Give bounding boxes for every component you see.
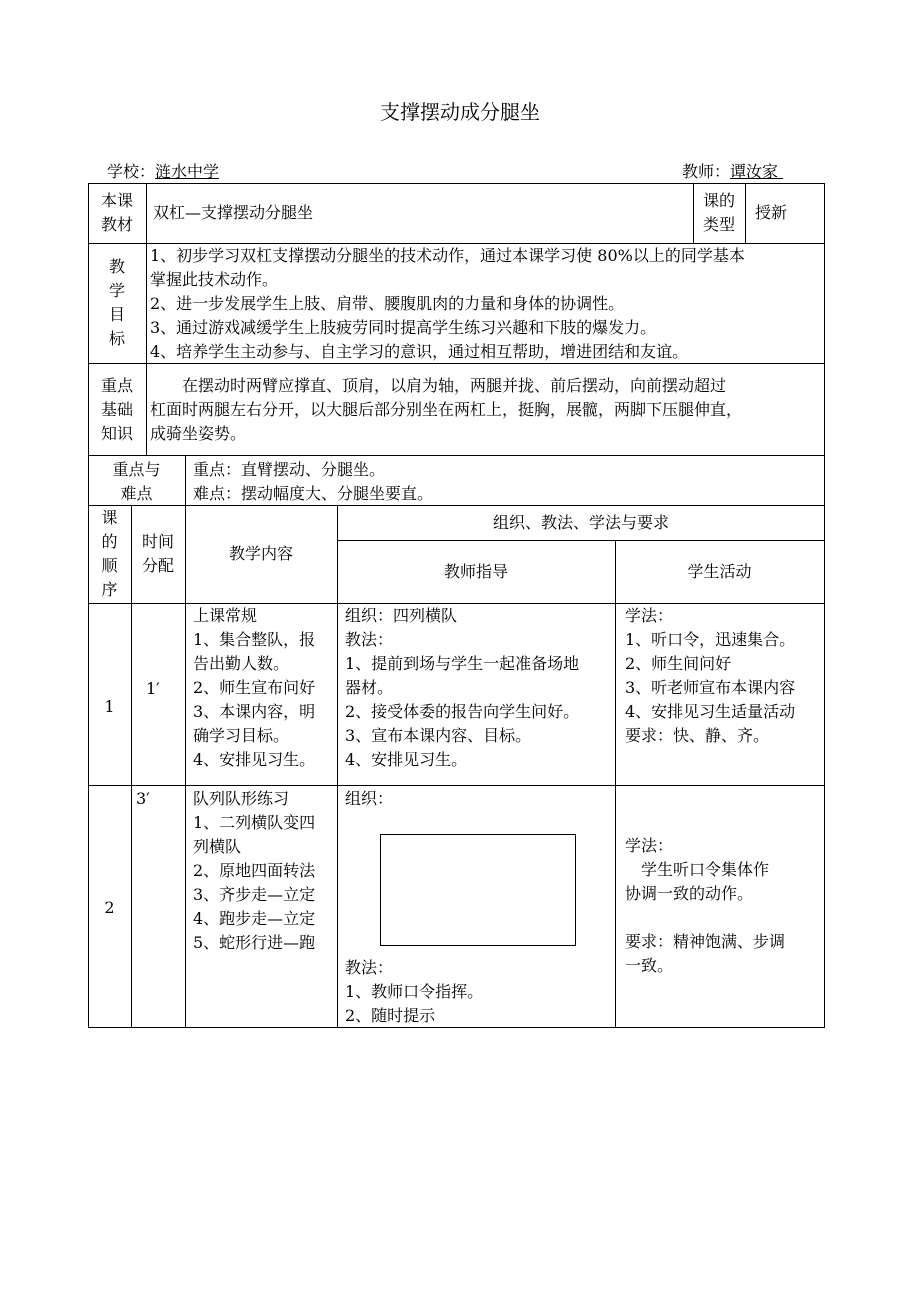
material-label (88, 189, 146, 237)
material-label-line: 本课 (100, 191, 133, 210)
school-field (107, 160, 219, 184)
header-time (131, 530, 185, 578)
table-border (337, 540, 825, 541)
page-title: 支撑摆动成分腿坐 (380, 100, 540, 124)
row-content-line: 5、蛇形行进—跑 (193, 933, 316, 952)
row-content-line: 确学习目标。 (193, 726, 290, 745)
row-order: 2 (104, 898, 115, 917)
goals-label-line: 学 (108, 281, 125, 300)
row-student-activity-line: 2、师生间问好 (625, 654, 732, 673)
key-label (88, 458, 185, 506)
key-label-line: 重点与 (112, 460, 161, 479)
header-order-line: 序 (101, 580, 118, 599)
basics-label (88, 374, 146, 446)
header-time-line: 分配 (141, 556, 174, 575)
goals-text-line: 2、进一步发展学生上肢、肩带、腰腹肌肉的力量和身体的协调性。 (150, 294, 625, 313)
header-order-line: 的 (101, 532, 118, 551)
row-teacher-guide-line: 器材。 (345, 678, 394, 697)
row-teacher-guide-line: 教法： (345, 630, 394, 649)
row-content-line: 2、原地四面转法 (193, 861, 316, 880)
goals-text-line: 1、初步学习双杠支撑摆动分腿坐的技术动作，通过本课学习使 80%以上的同学基本 (150, 246, 745, 265)
row-content-line: 2、师生宣布问好 (193, 678, 316, 697)
row-student-activity-line: 4、安排见习生适量活动 (625, 702, 796, 721)
material-label-line: 教材 (100, 215, 133, 234)
row-content-line: 列横队 (193, 837, 242, 856)
row-content-line: 4、跑步走—立定 (193, 909, 316, 928)
goals-label-line: 标 (108, 329, 125, 348)
header-order (88, 506, 131, 602)
header-content: 教学内容 (228, 544, 293, 563)
goals-text-line: 4、培养学生主动参与、自主学习的意识，通过相互帮助，增进团结和友谊。 (150, 342, 689, 361)
row-content-line: 3、本课内容，明 (193, 702, 316, 721)
row-student-activity-line: 协调一致的动作。 (625, 884, 754, 903)
goals-text (150, 244, 745, 364)
row-student-activity-line: 要求：快、静、齐。 (625, 726, 770, 745)
row-student-activity (625, 604, 795, 748)
goals-label (88, 255, 146, 351)
teacher-value: 谭汝家 (730, 162, 779, 181)
row-student-activity-line: 学法： (625, 606, 674, 625)
row-teacher-guide-line: 3、宣布本课内容、目标。 (345, 726, 532, 745)
row-content-line: 告出勤人数。 (193, 654, 290, 673)
header-student-activity: 学生活动 (687, 562, 752, 581)
basics-label-line: 知识 (100, 424, 133, 443)
header-teacher-guide: 教师指导 (443, 562, 508, 581)
row-student-activity-line: 3、听老师宣布本课内容 (625, 678, 796, 697)
row-student-activity-line: 学法： (625, 836, 674, 855)
basics-text-line: 成骑坐姿势。 (150, 424, 247, 443)
header-order-line: 顺 (101, 556, 118, 575)
header-group: 组织、教法、学法与要求 (492, 513, 669, 532)
goals-text-line: 掌握此技术动作。 (150, 270, 279, 289)
key-text-line: 重点：直臂摆动、分腿坐。 (193, 460, 386, 479)
row-teacher-guide-line: 4、安排见习生。 (345, 750, 468, 769)
school-value: 涟水中学 (155, 162, 220, 181)
row-content-line: 4、安排见习生。 (193, 750, 316, 769)
header-time-line: 时间 (141, 532, 174, 551)
goals-label-line: 教 (108, 257, 125, 276)
lesson-type-label-line: 课的 (702, 191, 735, 210)
key-label-line: 难点 (120, 484, 153, 503)
row-teacher-guide-top (345, 787, 393, 811)
row-content-line: 3、齐步走—立定 (193, 885, 316, 904)
row-student-activity (625, 834, 785, 978)
basics-label-line: 重点 (100, 376, 133, 395)
basics-text-line: 杠面时两腿左右分开，以大腿后部分别坐在两杠上，挺胸，展髋，两脚下压腿伸直， (150, 400, 743, 419)
basics-text (150, 374, 742, 446)
row-teacher-guide-bottom-line: 2、随时提示 (345, 1006, 436, 1025)
row-student-activity-line: 要求：精神饱满、步调 (625, 932, 786, 951)
table-border (615, 540, 616, 1027)
row-content-line: 1、二列横队变四 (193, 813, 316, 832)
table-border (745, 183, 746, 243)
basics-label-line: 基础 (100, 400, 133, 419)
teacher-label: 教师： (682, 162, 731, 181)
row-teacher-guide (345, 604, 579, 772)
row-student-activity-line: 一致。 (625, 956, 674, 975)
goals-text-line: 3、通过游戏减缓学生上肢疲劳同时提高学生练习兴趣和下肢的爆发力。 (150, 318, 657, 337)
row-teacher-guide-line: 组织：四列横队 (345, 606, 458, 625)
basics-text-line: 在摆动时两臂应撑直、顶肩，以肩为轴，两腿并拢、前后摆动，向前摆动超过 (150, 376, 727, 395)
table-border (131, 505, 132, 1027)
row-teacher-guide-bottom-line: 1、教师口令指挥。 (345, 982, 484, 1001)
row-content-line: 1、集合整队，报 (193, 630, 316, 649)
row-student-activity-line: 学生听口令集体作 (625, 860, 770, 879)
teacher-field (682, 160, 783, 184)
header-order-line: 课 (101, 508, 118, 527)
row-content-line: 上课常规 (193, 606, 258, 625)
row-teacher-guide-line: 2、接受体委的报告向学生问好。 (345, 702, 580, 721)
row-teacher-guide-line: 1、提前到场与学生一起准备场地 (345, 654, 580, 673)
table-border (146, 183, 147, 455)
row-content-line: 队列队形练习 (193, 789, 290, 808)
row-content (193, 787, 315, 955)
formation-diagram-box (380, 834, 576, 946)
row-student-activity-line (625, 906, 785, 930)
row-time: 3′ (136, 789, 150, 808)
table-border (88, 785, 825, 786)
row-teacher-guide-bottom (345, 956, 483, 1028)
lesson-type-label-line: 类型 (702, 215, 735, 234)
row-order: 1 (104, 697, 115, 716)
lesson-type-value: 授新 (755, 203, 788, 222)
row-student-activity-line: 1、听口令，迅速集合。 (625, 630, 796, 649)
material-value: 双杠—支撑摆动分腿坐 (153, 203, 314, 222)
table-border (88, 183, 825, 184)
goals-label-line: 目 (108, 305, 125, 324)
table-border (88, 455, 825, 456)
table-border (824, 183, 825, 1028)
lesson-type-label (693, 189, 745, 237)
key-text-line: 难点：摆动幅度大、分腿坐要直。 (193, 484, 434, 503)
row-teacher-guide-bottom-line: 教法： (345, 958, 394, 977)
row-content (193, 604, 315, 772)
table-border (185, 455, 186, 1027)
row-time: 1′ (146, 679, 160, 698)
row-teacher-guide-top-line: 组织： (345, 789, 394, 808)
school-label: 学校： (107, 162, 156, 181)
key-text (193, 458, 433, 506)
